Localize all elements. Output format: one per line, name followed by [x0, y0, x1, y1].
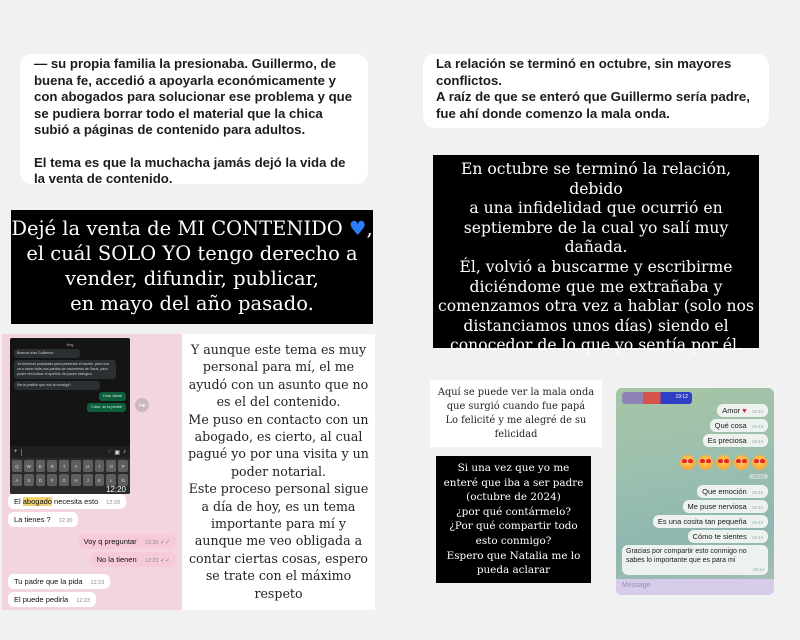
key: A [12, 474, 22, 486]
key: Q [12, 460, 22, 472]
key: D [36, 474, 46, 486]
key: K [95, 474, 105, 486]
incoming-message: Sería posible que nos la consiga? [14, 381, 100, 390]
double-check-icon: ✓✓ [159, 558, 170, 564]
key: Y [71, 460, 81, 472]
key: S [24, 474, 34, 486]
top-right-line-2: A raíz de que se enteró que Guillermo sería padre, fue ahí donde comenzo la mala onda. [436, 89, 750, 121]
message-time: 12:23 [76, 598, 90, 604]
key: T [59, 460, 69, 472]
key: I [95, 460, 105, 472]
small-white-caption: Aquí se puede ver la mala onda que surgió cuando fue papá Lo felicité y me alegré de su felicidad [430, 380, 602, 447]
key: F [47, 474, 57, 486]
chat-bubble-long: Gracias por compartir esto conmigo no sabes lo importante que es para mi 19:14 [622, 545, 768, 575]
message-field [21, 449, 105, 456]
heart-eyes-emoji-icon [680, 455, 695, 470]
chat-message-incoming: El abogado necesita esto 12:20 [8, 494, 126, 509]
microphone-icon: ♪ [123, 449, 126, 455]
heart-eyes-emoji-icon [752, 455, 767, 470]
top-left-paragraph-1: — su propia familia la presionaba. Guillermo, de buena fe, accedió a apoyarla económicamente y con abogados para solucionar ese problema y que se pudiera borrar todo el material que la chica subió a páginas de contenido para adultos. [34, 56, 353, 137]
top-left-text-card [20, 54, 368, 184]
chat-message-incoming: Tu padre que la pida 12:23 [8, 574, 110, 589]
small-black-question-box: Si una vez que yo me enteré que iba a ser padre (octubre de 2024) ¿por qué contármelo? ¿Por qué compartir todo esto conmigo? Espero que Natalia me lo pueda aclarar [436, 456, 591, 583]
chat-message-outgoing: Voy q preguntar 12:20 ✓✓ [78, 534, 176, 549]
keyboard [10, 458, 130, 494]
key: G [59, 474, 69, 486]
share-arrow-icon: ↪ [138, 400, 146, 410]
message-time: 12:20 [106, 500, 121, 506]
middle-statement-text: Y aunque este tema es muy personal para mí, el me ayudó con un asunto que no es el del contenido. Me puso en contacto con un abogado, es cierto, al cual pagué yo por una visita y un poder notarial. Este proceso personal sigue a día de hoy, es un tema importante para mí y aunque me veo obligada a contar ciertas cosas, espero se trate con el máximo respeto [182, 334, 375, 610]
highlighted-word: abogado [22, 497, 52, 506]
top-right-text-card [423, 54, 769, 128]
top-left-paragraph-2: El tema es que la muchacha jamás dejó la vida de la venta de contenido. [34, 154, 346, 186]
key: E [36, 460, 46, 472]
left-story-box: Dejé la venta de MI CONTENIDO ♥, el cuál SOLO YO tengo derecho a vender, difundir, publicar, en mayo del año pasado. [11, 210, 373, 324]
heart-eyes-emoji-icon [716, 455, 731, 470]
chat-message-outgoing: No la tienen 12:23 ✓✓ [91, 552, 176, 567]
key: H [71, 474, 81, 486]
chat-bubble: Es una cosita tan pequeña 19:13 [653, 515, 768, 528]
shared-image-thumbnail[interactable] [622, 392, 692, 404]
message-placeholder: Message [622, 582, 651, 589]
input-and-keyboard [10, 446, 130, 494]
chat-message-incoming: El puede pedirla 12:23 [8, 592, 96, 607]
chat-bubble: Cómo te sientes 19:13 [688, 530, 768, 543]
story-line-4: en mayo del año pasado. [70, 292, 314, 315]
message-time: 12:23 [90, 580, 105, 586]
heart-eyes-emoji-icon [698, 455, 713, 470]
story-line-2: el cuál SOLO YO tengo derecho a [26, 242, 358, 265]
heart-eyes-emoji-icon [734, 455, 749, 470]
key: L [106, 474, 116, 486]
double-check-icon: ✓✓ [159, 540, 170, 546]
story-line-3: vender, difundir, publicar, [65, 267, 319, 290]
incoming-message: Buenos días Guillermo [14, 349, 80, 358]
chat-bubble: Amor ♥ 19:13 [717, 404, 768, 417]
right-story-box: En octubre se terminó la relación, debido a una infidelidad que ocurrió en septiembre de la cual yo salí muy dañada. Él, volvió a buscarme y escribirme diciéndome que me extrañaba y comenzamos otra vez a hablar (solo nos distanciamos unos días) siendo el conocedor de lo que yo sentía por él. [433, 155, 759, 348]
incoming-message: Ya tenemos preparado para presentar el escrito, pero nos va a hacer falta una partida de nacimiento de Sarai, para poder reivindicar el apellido del padre biológico [14, 360, 116, 379]
embedded-whatsapp-screenshot [10, 338, 130, 494]
image-time: 19:12 [675, 394, 688, 400]
blue-heart-icon: ♥ [349, 217, 367, 240]
top-right-line-1: La relación se terminó en octubre, sin mayores conflictos. [436, 56, 732, 88]
chat-bubble: Es preciosa 19:13 [703, 434, 768, 447]
key: J [83, 474, 93, 486]
forward-share-button[interactable] [135, 398, 149, 412]
message-input-bar [10, 446, 130, 458]
outgoing-message: Claro, se la pediré [87, 403, 126, 412]
camera-icon: ▣ [114, 449, 120, 456]
sticker-icon: ◌ [107, 449, 112, 455]
key: P [118, 460, 128, 472]
message-time: 12:20 [144, 540, 159, 546]
screenshot-time: 12:20 [105, 485, 126, 494]
key: Ñ [118, 474, 128, 486]
key: R [47, 460, 57, 472]
red-heart-icon: ♥ [742, 406, 747, 415]
pink-chat-screenshot [2, 334, 182, 610]
key: O [106, 460, 116, 472]
message-time: 12:23 [144, 558, 159, 564]
message-time: 12:20 [58, 518, 73, 524]
emoji-time-stamp: 19:13 [749, 474, 768, 479]
phone-chat-screenshot [616, 388, 774, 595]
chat-bubble: Qué cosa 19:13 [710, 419, 768, 432]
story-line-1: Dejé la venta de MI CONTENIDO [11, 217, 343, 240]
plus-icon: + [14, 449, 18, 455]
key: U [83, 460, 93, 472]
day-label: Hoy [66, 342, 74, 347]
key: W [24, 460, 34, 472]
chat-bubble: Que emoción 19:13 [697, 485, 768, 498]
chat-message-incoming: La tienes ? 12:20 [8, 512, 78, 527]
message-input[interactable] [616, 579, 774, 595]
outgoing-message: Hola Jaime [99, 392, 126, 401]
chat-bubble: Me puse nerviosa 19:13 [683, 500, 768, 513]
